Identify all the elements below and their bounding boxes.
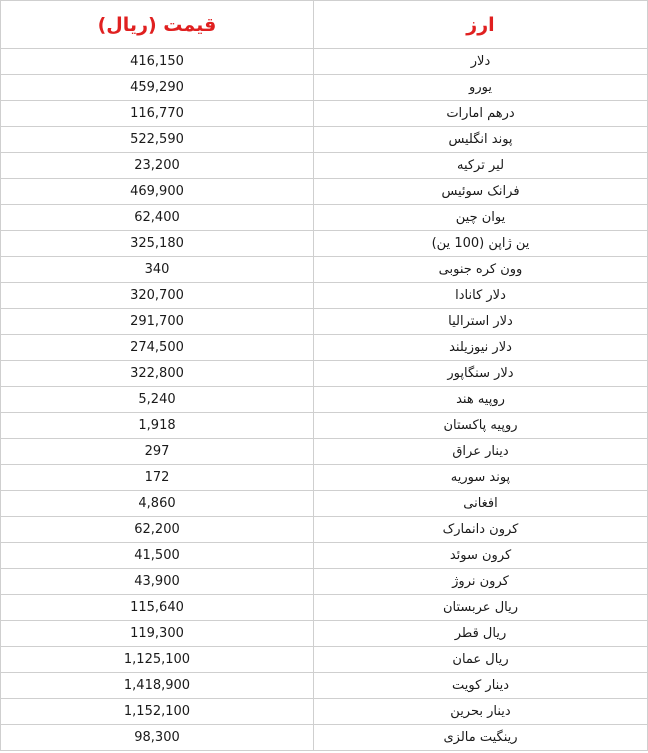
- table-row: [1, 335, 648, 361]
- price-value: 119,300: [130, 626, 184, 641]
- price-value: 322,800: [130, 366, 184, 381]
- table-row: [1, 127, 648, 153]
- currency-name-cell: کرون سوئد: [314, 543, 648, 569]
- price-cell: [1, 153, 314, 179]
- price-cell: [1, 387, 314, 413]
- price-column-header-label: قیمت (ریال): [97, 13, 217, 36]
- price-value: 340: [144, 262, 170, 277]
- price-value: 320,700: [130, 288, 184, 303]
- currency-name-cell: روپیه پاکستان: [314, 413, 648, 439]
- price-value: 1,418,900: [123, 678, 191, 693]
- table-row: [1, 257, 648, 283]
- price-value: 62,200: [134, 522, 180, 537]
- currency-name-cell: رینگیت مالزی: [314, 725, 648, 751]
- price-value: 1,125,100: [123, 652, 191, 667]
- price-cell: [1, 491, 314, 517]
- price-value: 43,900: [134, 574, 180, 589]
- price-value: 116,770: [130, 106, 184, 121]
- price-value: 325,180: [130, 236, 184, 251]
- currency-name-cell: دلار: [314, 49, 648, 75]
- currency-name-cell: دلار استرالیا: [314, 309, 648, 335]
- price-cell: [1, 257, 314, 283]
- price-cell: [1, 127, 314, 153]
- currency-name-cell: فرانک سوئیس: [314, 179, 648, 205]
- currency-name-cell: کرون دانمارک: [314, 517, 648, 543]
- price-cell: [1, 725, 314, 751]
- price-value: 469,900: [130, 184, 184, 199]
- price-value: 1,152,100: [123, 704, 191, 719]
- currency-name-cell: یوان چین: [314, 205, 648, 231]
- price-value: 522,590: [130, 132, 184, 147]
- table-row: [1, 439, 648, 465]
- table-row: [1, 517, 648, 543]
- table-body: [1, 49, 648, 751]
- currency-name-cell: دلار نیوزیلند: [314, 335, 648, 361]
- price-cell: [1, 205, 314, 231]
- currency-name-cell: کرون نروژ: [314, 569, 648, 595]
- price-cell: [1, 517, 314, 543]
- price-value: 297: [144, 444, 170, 459]
- price-cell: [1, 673, 314, 699]
- price-cell: [1, 699, 314, 725]
- currency-name-cell: دینار بحرین: [314, 699, 648, 725]
- table-row: [1, 621, 648, 647]
- table-row: [1, 101, 648, 127]
- price-cell: [1, 595, 314, 621]
- table-row: [1, 491, 648, 517]
- currency-name-cell: روپیه هند: [314, 387, 648, 413]
- price-cell: [1, 309, 314, 335]
- price-value: 62,400: [134, 210, 180, 225]
- currency-column-header: ارز: [314, 1, 648, 49]
- currency-name-cell: یورو: [314, 75, 648, 101]
- table-row: [1, 361, 648, 387]
- table-row: [1, 75, 648, 101]
- table-row: [1, 387, 648, 413]
- currency-name-cell: دلار سنگاپور: [314, 361, 648, 387]
- currency-name-cell: پوند سوریه: [314, 465, 648, 491]
- price-value: 4,860: [138, 496, 176, 511]
- price-cell: [1, 75, 314, 101]
- price-cell: [1, 49, 314, 75]
- price-value: 41,500: [134, 548, 180, 563]
- price-cell: [1, 439, 314, 465]
- currency-name-cell: لیر ترکیه: [314, 153, 648, 179]
- table-row: [1, 49, 648, 75]
- currency-name-cell: ریال عمان: [314, 647, 648, 673]
- table-row: [1, 673, 648, 699]
- price-cell: [1, 335, 314, 361]
- currency-name-cell: درهم امارات: [314, 101, 648, 127]
- table-row: [1, 543, 648, 569]
- price-value: 459,290: [130, 80, 184, 95]
- price-cell: [1, 465, 314, 491]
- table-header-row: [1, 1, 648, 49]
- price-cell: [1, 413, 314, 439]
- table-row: [1, 309, 648, 335]
- table-row: [1, 153, 648, 179]
- currency-name-cell: ین ژاپن (100 ین): [314, 231, 648, 257]
- currency-name-cell: افغانی: [314, 491, 648, 517]
- price-cell: [1, 231, 314, 257]
- table-row: [1, 569, 648, 595]
- price-value: 274,500: [130, 340, 184, 355]
- currency-name-cell: ریال عربستان: [314, 595, 648, 621]
- price-cell: [1, 569, 314, 595]
- table-row: [1, 725, 648, 751]
- price-cell: [1, 179, 314, 205]
- price-value: 172: [144, 470, 170, 485]
- price-cell: [1, 543, 314, 569]
- currency-name-cell: وون کره جنوبی: [314, 257, 648, 283]
- table-row: [1, 647, 648, 673]
- currency-name-cell: دینار عراق: [314, 439, 648, 465]
- table-row: [1, 413, 648, 439]
- price-value: 416,150: [130, 54, 184, 69]
- currency-name-cell: ریال قطر: [314, 621, 648, 647]
- currency-name-cell: دینار کویت: [314, 673, 648, 699]
- table-row: [1, 283, 648, 309]
- price-value: 115,640: [130, 600, 184, 615]
- table-row: [1, 205, 648, 231]
- price-cell: [1, 283, 314, 309]
- table-row: [1, 595, 648, 621]
- price-cell: [1, 361, 314, 387]
- price-value: 5,240: [138, 392, 176, 407]
- price-value: 98,300: [134, 730, 180, 745]
- price-cell: [1, 647, 314, 673]
- currency-name-cell: دلار کانادا: [314, 283, 648, 309]
- price-value: 23,200: [134, 158, 180, 173]
- table-row: [1, 179, 648, 205]
- price-value: 1,918: [138, 418, 176, 433]
- price-cell: [1, 101, 314, 127]
- currency-name-cell: پوند انگلیس: [314, 127, 648, 153]
- table-row: [1, 465, 648, 491]
- table-row: [1, 231, 648, 257]
- table-row: [1, 699, 648, 725]
- price-column-header: [1, 1, 314, 49]
- price-cell: [1, 621, 314, 647]
- price-value: 291,700: [130, 314, 184, 329]
